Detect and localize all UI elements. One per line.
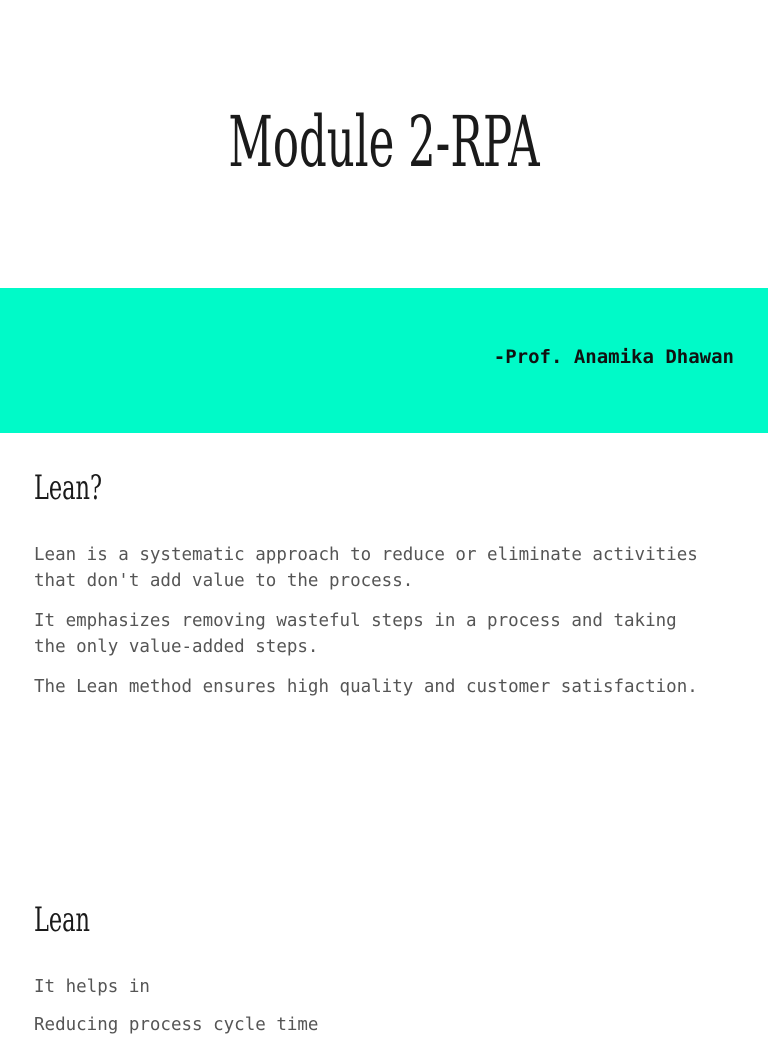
lean-partial-line: Reducing process cycle time [34,1015,319,1035]
lean-quality-paragraph: The Lean method ensures high quality and customer satisfaction. [34,677,698,697]
author-name: -Prof. Anamika Dhawan [493,346,734,368]
lean-emphasis-paragraph: It emphasizes removing wasteful steps in a process and taking the only value-added steps. [34,611,677,657]
lean-heading: Lean [34,900,91,940]
lean-intro-text: It helps in [34,977,150,997]
lean-question-heading: Lean? [34,468,103,508]
lean-definition-paragraph: Lean is a systematic approach to reduce or eliminate activities that don't add value to the process. [34,545,698,591]
slide-title: Module 2-RPA [228,101,540,183]
